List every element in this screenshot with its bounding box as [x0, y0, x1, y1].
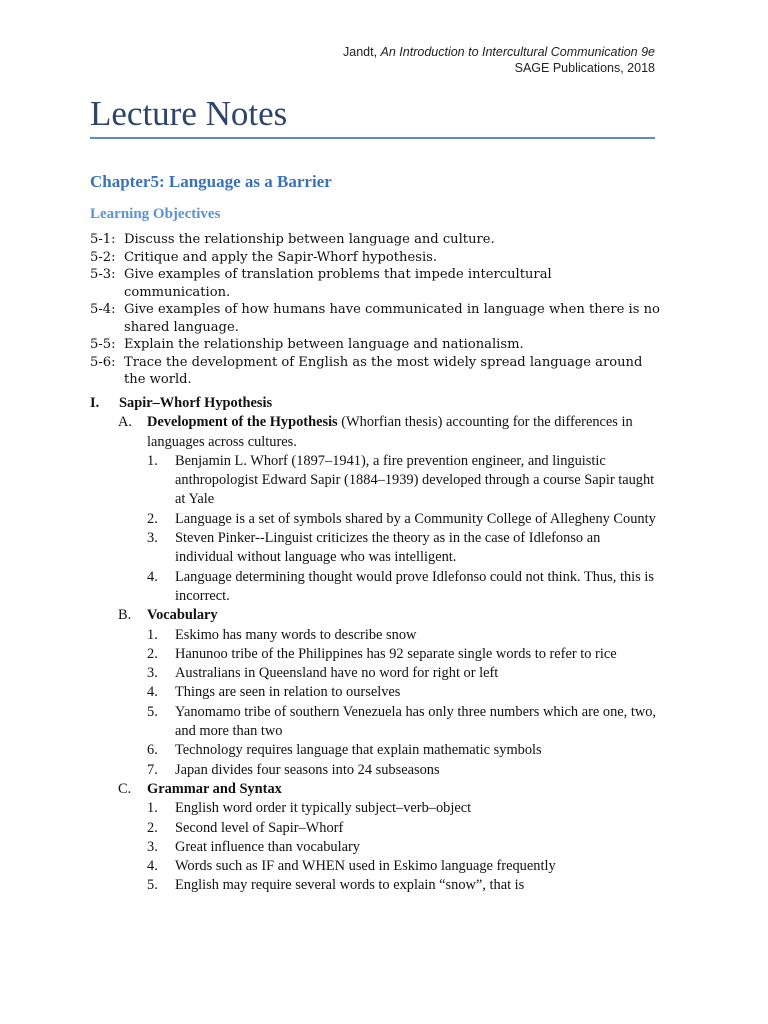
list-item — [90, 857, 660, 876]
objective-text: Trace the development of English as the most widely spread language around the world. — [124, 354, 643, 387]
list-item-number: 5. — [147, 877, 158, 894]
list-item-number: 1. — [147, 626, 158, 643]
chapter-heading: Chapter5: Language as a Barrier — [90, 172, 332, 191]
list-item-text: Language determining thought would prove Idlefonso could not think. Thus, this is incorrect. — [175, 568, 654, 604]
learning-objectives-list — [90, 231, 660, 389]
objective-item — [90, 354, 660, 389]
objective-number: 5-3: — [90, 267, 116, 282]
outline-subsection — [90, 780, 660, 799]
list-item-text: English word order it typically subject–verb–object — [175, 800, 472, 817]
list-item-text: English may require several words to explain “snow”, that is — [175, 877, 525, 894]
objective-text: Critique and apply the Sapir-Whorf hypothesis. — [124, 249, 438, 265]
list-item — [90, 664, 660, 683]
list-item-text: Eskimo has many words to describe snow — [175, 626, 417, 643]
list-item — [90, 626, 660, 645]
list-item-text: Benjamin L. Whorf (1897–1941), a fire prevention engineer, and linguistic anthropologist Edward Sapir (1884–1939) developed through a course Sapir taught at Yale — [175, 452, 655, 508]
list-item — [90, 741, 660, 760]
list-item — [90, 838, 660, 857]
subsection-title: Development of the Hypothesis — [147, 414, 338, 431]
outline-subsection — [90, 606, 660, 625]
page-header — [343, 44, 655, 76]
list-item-number: 4. — [147, 684, 158, 701]
list-item — [90, 819, 660, 838]
objective-item — [90, 301, 660, 336]
list-item — [90, 761, 660, 780]
objective-number: 5-1: — [90, 232, 116, 247]
list-item-number: 5. — [147, 703, 158, 720]
list-item-number: 4. — [147, 858, 158, 875]
title-divider — [90, 137, 655, 139]
objective-number: 5-4: — [90, 302, 116, 317]
outline-section-title: Sapir–Whorf Hypothesis — [119, 395, 273, 411]
subsection-title: Vocabulary — [147, 607, 218, 624]
list-item — [90, 529, 660, 568]
list-item — [90, 452, 660, 510]
list-item-text: Japan divides four seasons into 24 subseasons — [175, 761, 440, 778]
objective-text: Give examples of translation problems that impede intercultural communication. — [124, 267, 552, 300]
header-publisher: SAGE Publications, 2018 — [514, 61, 655, 75]
list-item-text: Yanomamo tribe of southern Venezuela has only three numbers which are one, two, and more than two — [175, 703, 657, 740]
objective-item — [90, 231, 660, 249]
lecture-outline — [90, 394, 660, 896]
objective-text: Give examples of how humans have communicated in language when there is no shared language. — [124, 302, 660, 335]
list-item-number: 6. — [147, 742, 158, 759]
list-item-text: Great influence than vocabulary — [175, 838, 360, 855]
outline-section-heading — [90, 394, 660, 413]
list-item-text: Hanunoo tribe of the Philippines has 92 separate single words to refer to rice — [175, 645, 617, 662]
list-item-number: 7. — [147, 761, 158, 778]
objective-item — [90, 336, 660, 354]
list-item — [90, 568, 660, 607]
list-item-text: Language is a set of symbols shared by a Community College of Allegheny County — [175, 510, 656, 527]
page-title: Lecture Notes — [90, 94, 288, 133]
subsection-letter: C. — [118, 780, 132, 797]
objective-item — [90, 249, 660, 267]
list-item-number: 4. — [147, 568, 158, 585]
list-item — [90, 645, 660, 664]
list-item — [90, 703, 660, 742]
list-item — [90, 683, 660, 702]
list-item — [90, 510, 660, 529]
list-item-text: Steven Pinker--Linguist criticizes the theory as in the case of Idlefonso an individual without language who was intelligent. — [175, 530, 601, 566]
list-item-number: 3. — [147, 530, 158, 547]
objective-number: 5-5: — [90, 337, 116, 352]
list-item-number: 2. — [147, 645, 158, 662]
objective-number: 5-2: — [90, 249, 116, 265]
list-item — [90, 876, 660, 895]
list-item-text: Words such as IF and WHEN used in Eskimo language frequently — [175, 858, 556, 875]
list-item-text: Things are seen in relation to ourselves — [175, 684, 401, 701]
subsection-letter: B. — [118, 607, 132, 624]
subsection-description: (Whorfian thesis) accounting for the differences in languages across cultures. — [147, 414, 633, 450]
objective-text: Explain the relationship between language and nationalism. — [124, 337, 524, 352]
list-item-text: Second level of Sapir–Whorf — [175, 819, 344, 836]
list-item-number: 3. — [147, 838, 158, 855]
objective-number: 5-6: — [90, 354, 116, 370]
list-item-number: 1. — [147, 800, 158, 817]
subsection-letter: A. — [118, 414, 132, 431]
objective-text: Discuss the relationship between language and culture. — [124, 232, 495, 247]
list-item-text: Australians in Queensland have no word for right or left — [175, 665, 499, 682]
subsection-title: Grammar and Syntax — [147, 780, 282, 797]
header-citation — [343, 44, 655, 60]
outline-roman-numeral: I. — [90, 395, 100, 411]
list-item-number: 2. — [147, 510, 158, 527]
list-item-number: 3. — [147, 665, 158, 682]
objective-item — [90, 266, 660, 301]
list-item — [90, 799, 660, 818]
outline-subsection — [90, 413, 660, 452]
learning-objectives-heading: Learning Objectives — [90, 206, 221, 222]
list-item-number: 2. — [147, 819, 158, 836]
list-item-text: Technology requires language that explain mathematic symbols — [175, 742, 542, 759]
header-author: Jandt, — [343, 45, 381, 59]
list-item-number: 1. — [147, 452, 158, 469]
header-book-title: An Introduction to Intercultural Communication 9e — [380, 45, 655, 59]
